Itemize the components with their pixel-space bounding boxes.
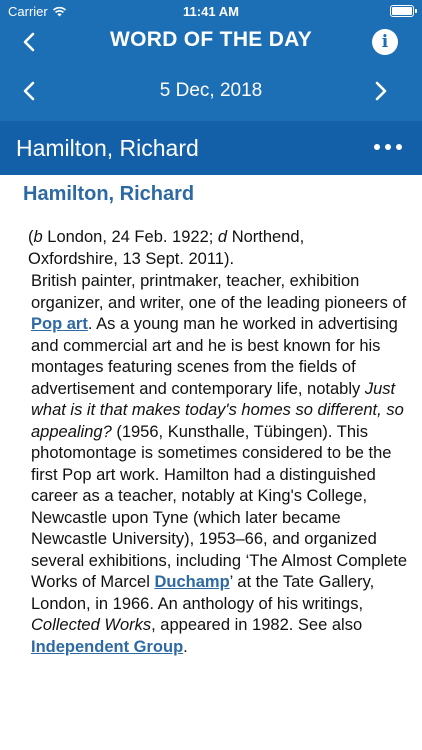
carrier-label: Carrier — [8, 4, 48, 19]
dates-open-paren: ( — [28, 228, 34, 246]
body-text-3: (1956, Kunsthalle, Tübingen). This photomontage is sometimes considered to be the first Pop art work. Hamilton had a distinguished career as a teacher, notably at King's College, Newcastle upon Tyne (which later became Newcastle University), 1953–66, and organized several exhibitions, including ‘The Almost Complete Works of Marcel — [31, 422, 408, 591]
entry-body — [31, 271, 411, 658]
entry-life-dates — [28, 227, 398, 270]
body-text-5: , appeared in 1982. See also — [151, 616, 363, 634]
birth-details: London, 24 Feb. 1922; — [42, 228, 218, 246]
current-date: 5 Dec, 2018 — [159, 80, 263, 101]
died-abbrev: d — [217, 228, 228, 246]
next-day-chevron-icon[interactable] — [368, 79, 392, 103]
entry-header-bar — [0, 121, 422, 175]
independent-group-link[interactable]: Independent Group — [31, 637, 184, 656]
body-text-2: . As a young man he worked in advertising and commercial art and he is best known for his montages featuring scenes from the fields of advertisement and contemporary life, notably — [31, 315, 398, 398]
body-text-6: . — [183, 637, 188, 656]
navigation-bar — [0, 22, 422, 62]
info-button[interactable] — [372, 29, 398, 55]
duchamp-link[interactable]: Duchamp — [154, 573, 230, 591]
info-icon: i — [381, 32, 389, 52]
entry-header-title: Hamilton, Richard — [16, 135, 199, 161]
page-title: WORD OF THE DAY — [109, 28, 313, 51]
entry-headword: Hamilton, Richard — [23, 183, 195, 205]
status-bar — [0, 0, 422, 22]
pop-art-link[interactable]: Pop art — [31, 315, 88, 333]
more-options-icon[interactable] — [374, 144, 402, 150]
battery-icon — [390, 5, 414, 17]
body-text-4: ’ at the Tate Gallery, London, in 1966. An anthology of his writings, — [31, 573, 375, 613]
artwork-title: Just what is it that makes today's homes so different, so appealing? — [31, 379, 404, 441]
clock: 11:41 AM — [183, 4, 239, 19]
date-navigator — [0, 62, 422, 121]
book-title: Collected Works — [31, 616, 152, 634]
body-text-1: British painter, printmaker, teacher, exhibition organizer, and writer, one of the leading pioneers of — [31, 272, 407, 312]
born-abbrev: b — [33, 228, 43, 246]
death-details: Northend, Oxfordshire, 13 Sept. 2011). — [28, 228, 305, 268]
